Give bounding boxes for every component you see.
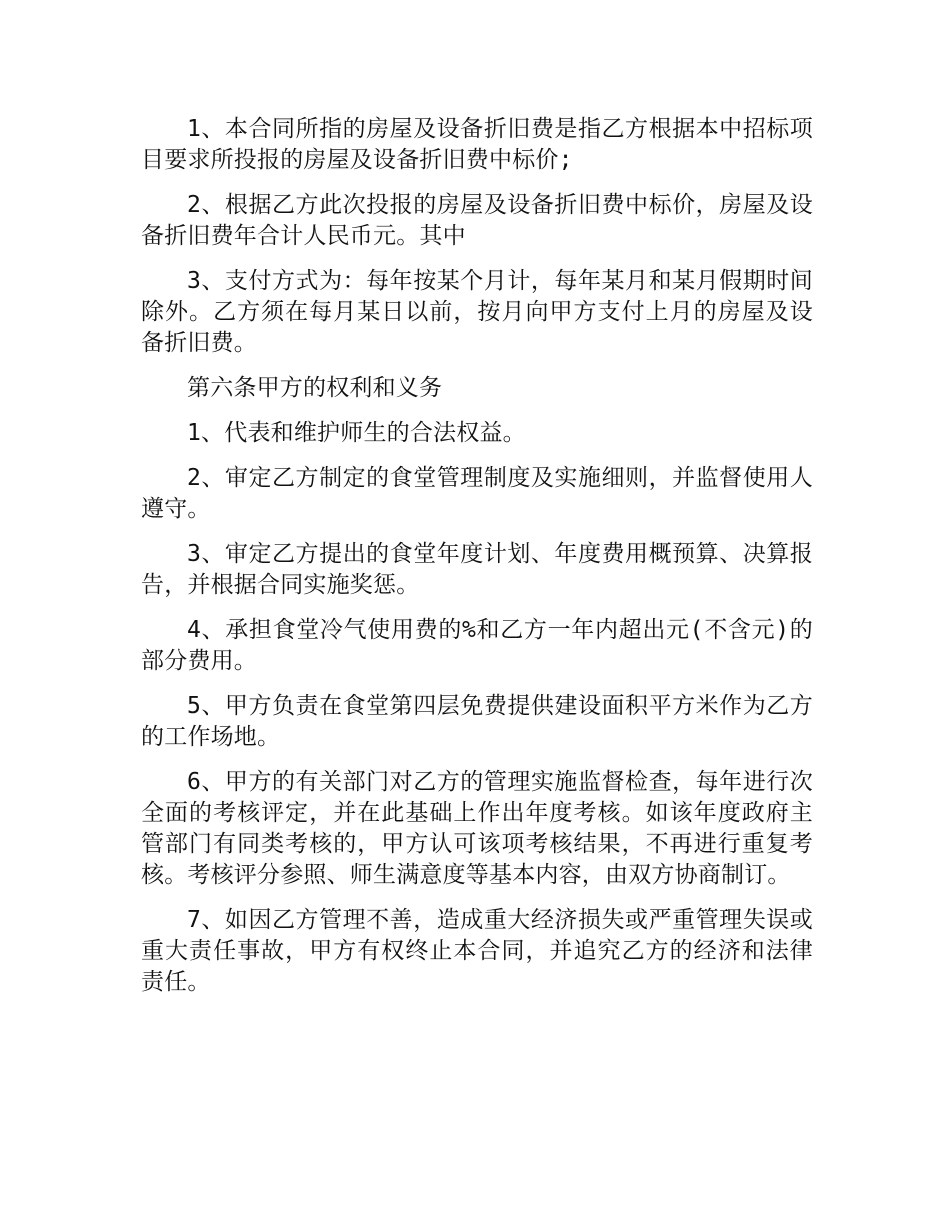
paragraph-rights-7: 7、如因乙方管理不善，造成重大经济损失或严重管理失误或重大责任事故，甲方有权终止本合同，并追究乙方的经济和法律责任。 (141, 907, 813, 995)
document-body (141, 114, 813, 1012)
paragraph-rights-5: 5、甲方负责在食堂第四层免费提供建设面积平方米作为乙方的工作场地。 (141, 693, 813, 750)
section-heading-party-a-rights: 第六条甲方的权利和义务 (187, 375, 443, 401)
paragraph-rights-1: 1、代表和维护师生的合法权益。 (187, 420, 526, 446)
paragraph-rights-4: 4、承担食堂冷气使用费的%和乙方一年内超出元(不含元)的部分费用。 (141, 617, 813, 674)
paragraph-depreciation-amount: 2、根据乙方此次投报的房屋及设备折旧费中标价，房屋及设备折旧费年合计人民币元。其中 (141, 192, 813, 249)
paragraph-rights-3: 3、审定乙方提出的食堂年度计划、年度费用概预算、决算报告，并根据合同实施奖惩。 (141, 541, 813, 598)
paragraph-payment-method: 3、支付方式为：每年按某个月计，每年某月和某月假期时间除外。乙方须在每月某日以前，按月向甲方支付上月的房屋及设备折旧费。 (141, 268, 813, 356)
paragraph-rights-2: 2、审定乙方制定的食堂管理制度及实施细则，并监督使用人遵守。 (141, 465, 813, 522)
paragraph-rights-6: 6、甲方的有关部门对乙方的管理实施监督检查，每年进行次全面的考核评定，并在此基础上作出年度考核。如该年度政府主管部门有同类考核的，甲方认可该项考核结果，不再进行重复考核。考核评分参照、师生满意度等基本内容，由双方协商制订。 (141, 769, 813, 888)
paragraph-depreciation-definition: 1、本合同所指的房屋及设备折旧费是指乙方根据本中招标项目要求所投报的房屋及设备折旧费中标价; (141, 116, 813, 173)
